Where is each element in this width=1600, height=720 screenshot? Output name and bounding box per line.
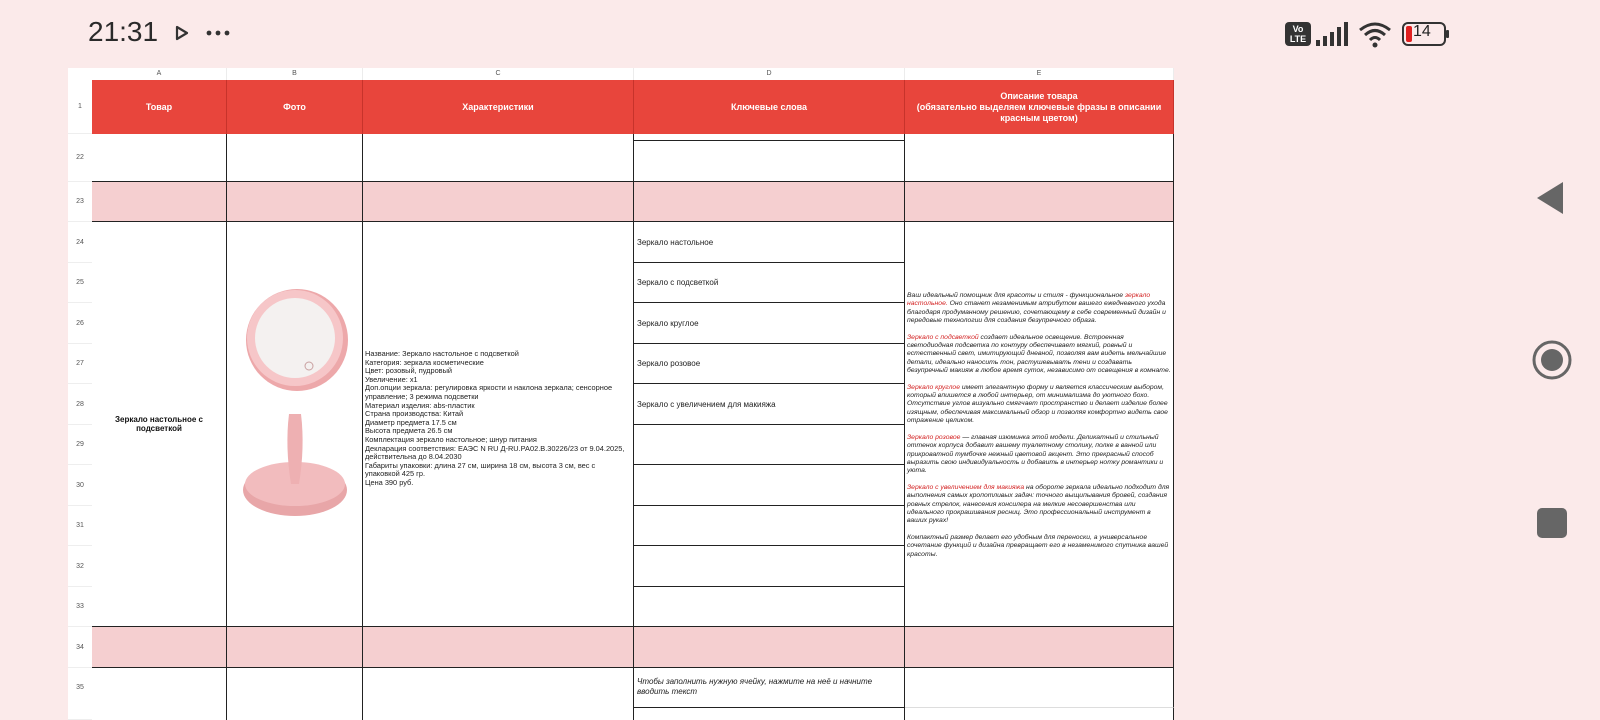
empty-keyword-cell[interactable] — [634, 506, 904, 546]
status-bar — [0, 0, 1506, 68]
cell[interactable] — [905, 668, 1174, 708]
svg-text:Vo: Vo — [1292, 24, 1304, 34]
wifi-icon — [1358, 20, 1392, 48]
description-paragraph — [907, 534, 1171, 559]
play-icon — [175, 25, 189, 41]
keyword-highlight: Зеркало с подсветкой — [907, 333, 979, 341]
spreadsheet[interactable] — [68, 68, 1174, 720]
separator-cell[interactable] — [363, 182, 634, 222]
row-number[interactable]: 31 — [68, 506, 92, 546]
product-name: Зеркало настольное с подсветкой — [115, 415, 203, 433]
cell[interactable] — [634, 708, 905, 720]
keyword-item[interactable]: Зеркало круглое — [634, 303, 904, 344]
cell[interactable] — [227, 668, 363, 720]
separator-cell[interactable] — [634, 182, 905, 222]
row-number[interactable]: 26 — [68, 303, 92, 344]
description-text: Ваш идеальный помощник для красоты и стиля - функциональное — [907, 292, 1125, 299]
column-letter-c[interactable]: C — [363, 68, 634, 80]
description-text: — главная изюминка этой модели. Деликатный и стильный оттенок корпуса добавит вашему туалетному столику, полке в ванной или прикроватной тумбочке нежный цветовой акцент. Это прекрасный способ выразить свою индивидуальность и добавить в интерьер нотку романтики и уюта. — [907, 433, 1164, 475]
description-text: Компактный размер делает его удобным для переноски, а универсальное сочетание функций и дизайна превращает его в незаменимого спутника вашей красоты. — [907, 533, 1169, 558]
separator-cell[interactable] — [227, 627, 363, 668]
column-letter-e[interactable]: E — [905, 68, 1174, 80]
row-number[interactable]: 27 — [68, 344, 92, 384]
keyword-item[interactable]: Зеркало с увеличением для макияжа — [634, 384, 904, 425]
keyword-highlight: Зеркало с увеличением для макияжа — [907, 483, 1025, 491]
row-number[interactable]: 30 — [68, 465, 92, 506]
row-number[interactable]: 34 — [68, 627, 92, 668]
row-number[interactable]: 35 — [68, 668, 92, 720]
product-name-cell[interactable] — [92, 222, 227, 627]
separator-cell[interactable] — [92, 182, 227, 222]
separator-cell[interactable] — [905, 627, 1174, 668]
column-letter-b[interactable]: B — [227, 68, 363, 80]
empty-keyword-cell[interactable] — [634, 465, 904, 506]
description-text: имеет элегантную форму и является классическим выбором, который впишется в любой интерьер, от минимализма до уютного бохо. Отсутствие углов визуально смягчает пространство и делает изделие более изящным, обеспечивая максимальный обзор и позволяя комфортно видеть свое отражение целиком. — [907, 383, 1168, 425]
description-text: создает идеальное освещение. Встроенная светодиодная подсветка по контуру обеспечивает мягкий, ровный и естественный свет, имитирующий дневной, позволяя вам видеть мельчайшие детали, идеально наносить тон, растушевывать тени и создавать безупречный макияж в любое время суток, независимо от освещения в комнате. — [907, 333, 1171, 375]
row-number[interactable]: 29 — [68, 425, 92, 465]
row-number[interactable]: 23 — [68, 182, 92, 222]
characteristics-cell[interactable]: Название: Зеркало настольное с подсветкой Категория: зеркала косметические Цвет: розовый, пудровый Увеличение: x1 Доп.опции зеркала: регулировка яркости и наклона зеркала; сенсорное управление; 3 режима подсветки Материал изделия: abs-пластик Страна производства: Китай Диаметр предмета 17.5 см Высота предмета 26.5 см Комплектация зеркало настольное; шнур питания Декларация соответствия: ЕАЭС N RU Д-RU.PA02.B.30226/23 от 9.04.2025, действительна до 8.04.2030 Габариты упаковки: длина 27 см, ширина 18 см, высота 3 см, вес с упаковкой 425 гр. Цена 390 руб. — [363, 222, 634, 627]
cell-border — [634, 140, 904, 141]
row-number[interactable]: 33 — [68, 587, 92, 627]
cell[interactable] — [227, 134, 363, 182]
keyword-item[interactable]: Зеркало розовое — [634, 344, 904, 384]
keywords-cell[interactable] — [634, 222, 905, 627]
row-number[interactable]: 25 — [68, 263, 92, 303]
hint-cell[interactable] — [634, 668, 905, 708]
separator-cell[interactable] — [227, 182, 363, 222]
header-product[interactable]: Товар — [92, 80, 227, 134]
header-row — [92, 80, 1174, 134]
keyword-item[interactable]: Зеркало с подсветкой — [634, 263, 904, 303]
empty-keyword-cell[interactable] — [634, 546, 904, 587]
signal-icon — [1316, 22, 1350, 46]
column-letter-a[interactable]: A — [92, 68, 227, 80]
header-characteristics[interactable]: Характеристики — [363, 80, 634, 134]
header-photo[interactable]: Фото — [227, 80, 363, 134]
home-icon[interactable] — [1532, 340, 1572, 380]
cell[interactable] — [905, 134, 1174, 182]
recent-apps-icon[interactable] — [1537, 508, 1567, 538]
cell[interactable] — [634, 134, 905, 182]
battery-level: 14 — [1413, 23, 1431, 40]
row-number[interactable]: 1 — [68, 80, 92, 134]
volte-icon — [1285, 22, 1311, 46]
row-number[interactable]: 32 — [68, 546, 92, 587]
cell[interactable] — [905, 708, 1174, 720]
row-number[interactable]: 22 — [68, 134, 92, 182]
photo-cell[interactable] — [227, 222, 363, 627]
keyword-item[interactable]: Зеркало настольное — [634, 222, 904, 263]
mirror-photo — [227, 222, 363, 627]
separator-cell[interactable] — [905, 182, 1174, 222]
description-paragraph — [907, 292, 1171, 326]
separator-cell[interactable] — [634, 627, 905, 668]
separator-cell[interactable] — [363, 627, 634, 668]
description-text: на обороте зеркала идеально подходит для выполнения самых кропотливых задач: точного выщипывания бровей, создания ровных стрелок, нанесения консилера на мелкие несовершенства или идеального прокрашивания ресниц. Это профессиональный инструмент в ваших руках! — [907, 483, 1170, 525]
header-keywords[interactable]: Ключевые слова — [634, 80, 905, 134]
cell[interactable] — [363, 668, 634, 720]
more-dots-icon — [206, 30, 230, 36]
clock: 21:31 — [88, 16, 159, 47]
description-paragraph — [907, 384, 1171, 426]
keyword-highlight: Зеркало круглое — [907, 383, 960, 391]
svg-text:LTE: LTE — [1289, 34, 1307, 44]
separator-cell[interactable] — [92, 627, 227, 668]
description-paragraph — [907, 434, 1171, 476]
description-paragraph — [907, 484, 1171, 526]
back-icon[interactable] — [1535, 180, 1565, 216]
keyword-highlight: Зеркало розовое — [907, 433, 961, 441]
hint-text: Чтобы заполнить нужную ячейку, нажмите на неё и начните вводить текст — [637, 677, 873, 696]
column-headers — [68, 68, 1174, 80]
description-paragraph — [907, 334, 1171, 376]
row-number[interactable]: 28 — [68, 384, 92, 425]
description-text: Оно станет незаменимым атрибутом вашего ежедневного ухода благодаря продуманному решению, сочетающему в себе современный дизайн и передовые технологии для создания безупречного образа. — [907, 300, 1166, 325]
cell[interactable] — [92, 668, 227, 720]
row-number[interactable]: 24 — [68, 222, 92, 263]
description-cell[interactable] — [905, 222, 1174, 627]
cell[interactable] — [363, 134, 634, 182]
column-letter-d[interactable]: D — [634, 68, 905, 80]
keyword-highlight: зеркало настольное. — [907, 292, 1151, 308]
cell[interactable] — [92, 134, 227, 182]
empty-keyword-cell[interactable] — [634, 425, 904, 465]
header-description[interactable]: Описание товара (обязательно выделяем ключевые фразы в описании красным цветом) — [905, 80, 1174, 134]
